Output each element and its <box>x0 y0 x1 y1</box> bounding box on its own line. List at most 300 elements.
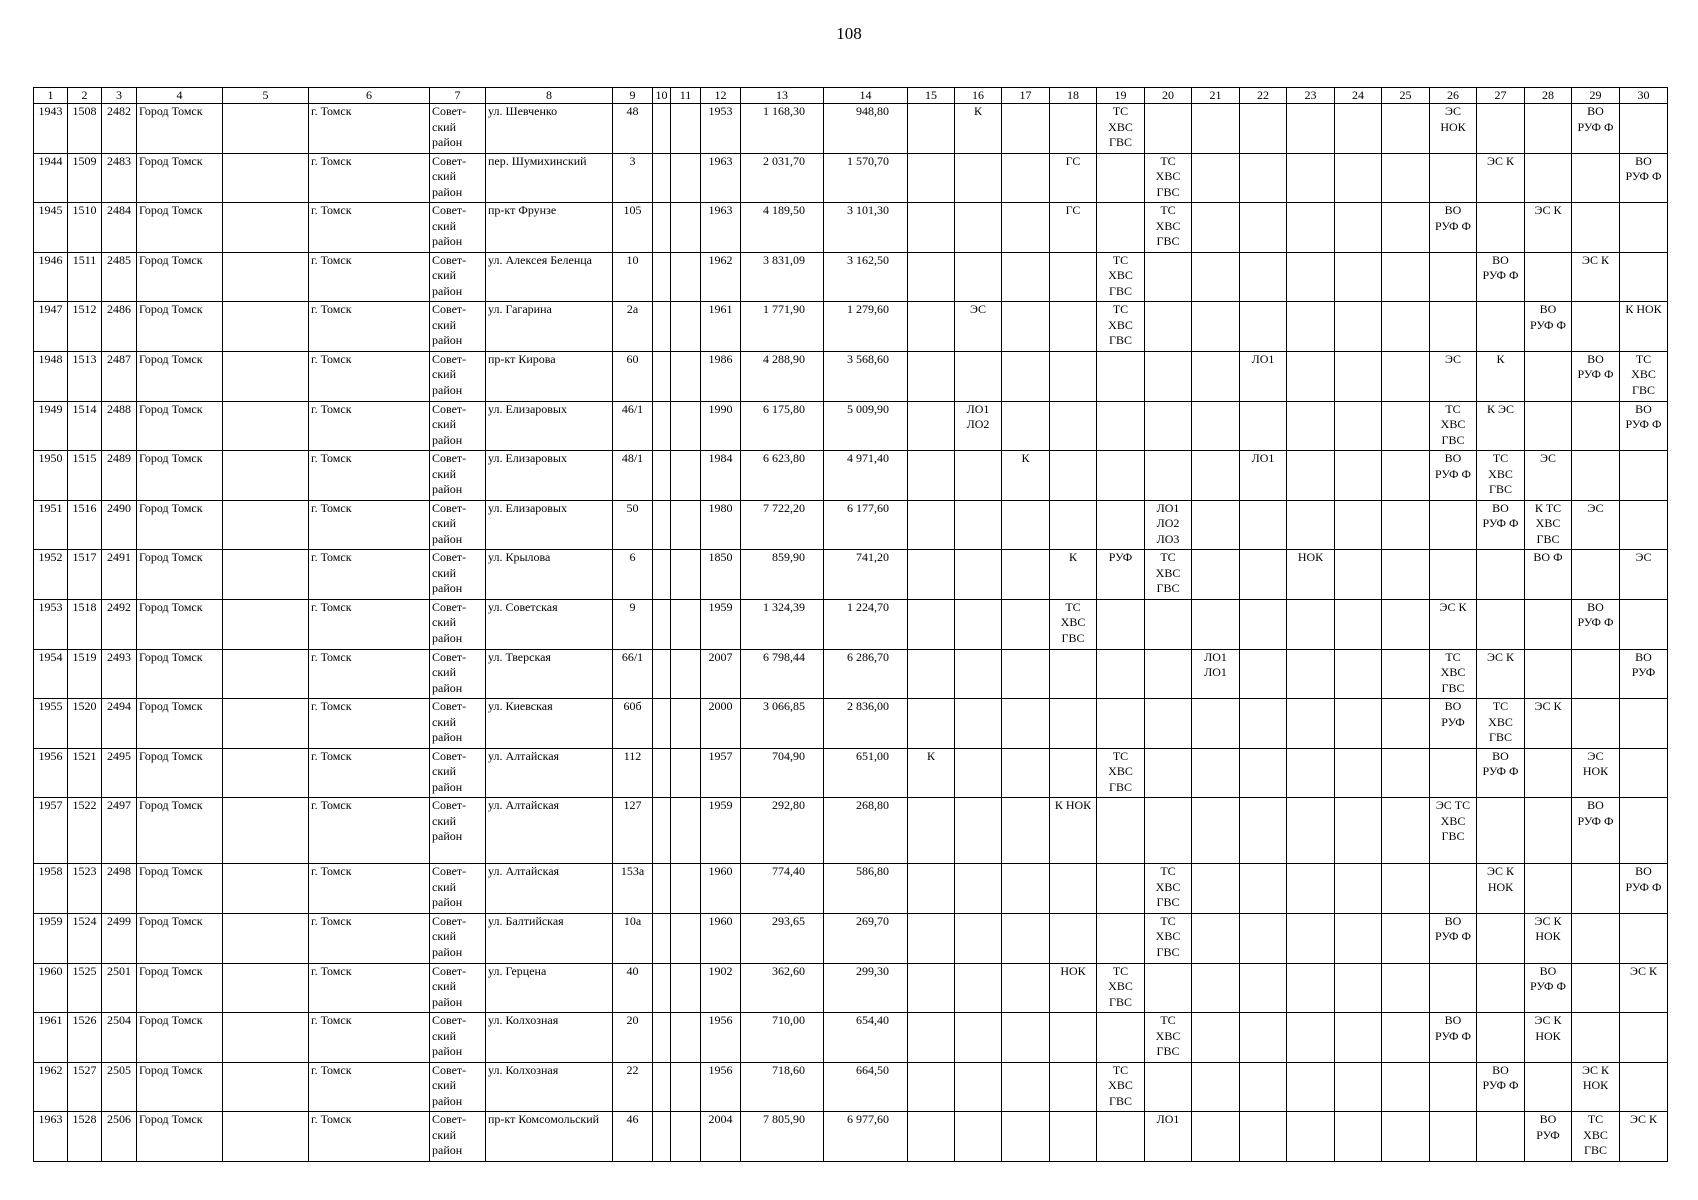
cell-col-9: 66/1 <box>613 649 653 699</box>
cell-col-18 <box>1050 913 1097 963</box>
cell-col-7: Совет- ский район <box>430 699 486 749</box>
cell-col-11 <box>671 1112 701 1162</box>
cell-col-13: 774,40 <box>741 864 824 914</box>
cell-col-1: 1947 <box>34 302 68 352</box>
cell-col-11 <box>671 500 701 550</box>
cell-col-5 <box>223 1062 309 1112</box>
cell-col-4: Город Томск <box>137 104 223 154</box>
cell-col-27 <box>1477 913 1525 963</box>
cell-col-29 <box>1572 203 1620 253</box>
cell-col-22 <box>1240 699 1287 749</box>
cell-col-23 <box>1287 203 1335 253</box>
cell-col-13: 1 771,90 <box>741 302 824 352</box>
cell-col-26: ТС ХВС ГВС <box>1430 649 1477 699</box>
cell-col-27: ТС ХВС ГВС <box>1477 451 1525 501</box>
cell-col-25 <box>1382 451 1430 501</box>
cell-col-22 <box>1240 1013 1287 1063</box>
cell-col-15 <box>908 1062 955 1112</box>
cell-col-6: г. Томск <box>309 913 430 963</box>
cell-col-6: г. Томск <box>309 963 430 1013</box>
cell-col-5 <box>223 1013 309 1063</box>
cell-col-24 <box>1335 913 1382 963</box>
cell-col-20: ТС ХВС ГВС <box>1145 1013 1192 1063</box>
cell-col-21 <box>1192 104 1240 154</box>
cell-col-23 <box>1287 451 1335 501</box>
cell-col-7: Совет- ский район <box>430 401 486 451</box>
cell-col-1: 1952 <box>34 550 68 600</box>
cell-col-1: 1944 <box>34 153 68 203</box>
cell-col-15 <box>908 500 955 550</box>
cell-col-10 <box>653 1013 671 1063</box>
cell-col-7: Совет- ский район <box>430 1062 486 1112</box>
cell-col-18 <box>1050 1062 1097 1112</box>
cell-col-13: 6 798,44 <box>741 649 824 699</box>
cell-col-14: 948,80 <box>824 104 908 154</box>
cell-col-16 <box>955 1062 1002 1112</box>
cell-col-1: 1948 <box>34 351 68 401</box>
cell-col-4: Город Томск <box>137 963 223 1013</box>
cell-col-15 <box>908 649 955 699</box>
cell-col-30 <box>1620 748 1668 798</box>
cell-col-29 <box>1572 550 1620 600</box>
cell-col-7: Совет- ский район <box>430 748 486 798</box>
cell-col-1: 1951 <box>34 500 68 550</box>
cell-col-30: ЭС К <box>1620 1112 1668 1162</box>
column-header-12: 12 <box>701 88 741 104</box>
cell-col-13: 710,00 <box>741 1013 824 1063</box>
cell-col-14: 299,30 <box>824 963 908 1013</box>
cell-col-13: 4 288,90 <box>741 351 824 401</box>
cell-col-11 <box>671 252 701 302</box>
cell-col-3: 2506 <box>102 1112 137 1162</box>
column-header-16: 16 <box>955 88 1002 104</box>
cell-col-8: ул. Елизаровых <box>486 451 613 501</box>
cell-col-13: 1 168,30 <box>741 104 824 154</box>
cell-col-1: 1946 <box>34 252 68 302</box>
column-header-2: 2 <box>68 88 102 104</box>
cell-col-8: ул. Гагарина <box>486 302 613 352</box>
cell-col-18 <box>1050 104 1097 154</box>
cell-col-24 <box>1335 302 1382 352</box>
cell-col-9: 2а <box>613 302 653 352</box>
cell-col-13: 718,60 <box>741 1062 824 1112</box>
cell-col-7: Совет- ский район <box>430 351 486 401</box>
column-header-26: 26 <box>1430 88 1477 104</box>
cell-col-21 <box>1192 748 1240 798</box>
cell-col-24 <box>1335 351 1382 401</box>
cell-col-27: ТС ХВС ГВС <box>1477 699 1525 749</box>
column-header-13: 13 <box>741 88 824 104</box>
cell-col-28: ЭС К <box>1525 699 1572 749</box>
cell-col-16 <box>955 1013 1002 1063</box>
cell-col-29 <box>1572 302 1620 352</box>
cell-col-29: ТС ХВС ГВС <box>1572 1112 1620 1162</box>
cell-col-10 <box>653 351 671 401</box>
cell-col-25 <box>1382 798 1430 864</box>
cell-col-20 <box>1145 1062 1192 1112</box>
cell-col-10 <box>653 1062 671 1112</box>
cell-col-23 <box>1287 748 1335 798</box>
cell-col-10 <box>653 748 671 798</box>
cell-col-6: г. Томск <box>309 798 430 864</box>
table-row <box>34 798 1668 864</box>
cell-col-2: 1519 <box>68 649 102 699</box>
cell-col-20: ЛО1 <box>1145 1112 1192 1162</box>
cell-col-19 <box>1097 599 1145 649</box>
cell-col-3: 2487 <box>102 351 137 401</box>
cell-col-30: ВО РУФ Ф <box>1620 153 1668 203</box>
cell-col-12: 1953 <box>701 104 741 154</box>
cell-col-20 <box>1145 401 1192 451</box>
cell-col-29: ЭС К НОК <box>1572 1062 1620 1112</box>
cell-col-22 <box>1240 748 1287 798</box>
cell-col-17 <box>1002 963 1050 1013</box>
cell-col-1: 1961 <box>34 1013 68 1063</box>
cell-col-8: ул. Герцена <box>486 963 613 1013</box>
table-row <box>34 351 1668 401</box>
cell-col-28 <box>1525 748 1572 798</box>
cell-col-3: 2499 <box>102 913 137 963</box>
cell-col-22 <box>1240 913 1287 963</box>
cell-col-15 <box>908 153 955 203</box>
cell-col-18 <box>1050 401 1097 451</box>
cell-col-1: 1960 <box>34 963 68 1013</box>
cell-col-12: 1956 <box>701 1013 741 1063</box>
cell-col-15 <box>908 401 955 451</box>
cell-col-18: НОК <box>1050 963 1097 1013</box>
cell-col-21: ЛО1 ЛО1 <box>1192 649 1240 699</box>
cell-col-23: НОК <box>1287 550 1335 600</box>
cell-col-23 <box>1287 302 1335 352</box>
cell-col-26: ТС ХВС ГВС <box>1430 401 1477 451</box>
cell-col-3: 2485 <box>102 252 137 302</box>
cell-col-4: Город Томск <box>137 1013 223 1063</box>
cell-col-26: ВО РУФ Ф <box>1430 451 1477 501</box>
cell-col-17 <box>1002 351 1050 401</box>
cell-col-19: ТС ХВС ГВС <box>1097 748 1145 798</box>
cell-col-23 <box>1287 649 1335 699</box>
cell-col-30: ЭС <box>1620 550 1668 600</box>
cell-col-6: г. Томск <box>309 252 430 302</box>
cell-col-12: 2007 <box>701 649 741 699</box>
table-row <box>34 500 1668 550</box>
cell-col-16 <box>955 963 1002 1013</box>
cell-col-25 <box>1382 1013 1430 1063</box>
cell-col-7: Совет- ский район <box>430 153 486 203</box>
cell-col-20: ТС ХВС ГВС <box>1145 203 1192 253</box>
cell-col-14: 269,70 <box>824 913 908 963</box>
cell-col-14: 4 971,40 <box>824 451 908 501</box>
cell-col-27: ЭС К НОК <box>1477 864 1525 914</box>
cell-col-5 <box>223 599 309 649</box>
cell-col-9: 105 <box>613 203 653 253</box>
cell-col-12: 1984 <box>701 451 741 501</box>
cell-col-2: 1514 <box>68 401 102 451</box>
cell-col-25 <box>1382 599 1430 649</box>
cell-col-7: Совет- ский район <box>430 252 486 302</box>
cell-col-4: Город Томск <box>137 302 223 352</box>
cell-col-6: г. Томск <box>309 1013 430 1063</box>
cell-col-19 <box>1097 1112 1145 1162</box>
cell-col-15: К <box>908 748 955 798</box>
cell-col-9: 46/1 <box>613 401 653 451</box>
cell-col-21 <box>1192 401 1240 451</box>
cell-col-20 <box>1145 798 1192 864</box>
cell-col-26: ЭС <box>1430 351 1477 401</box>
cell-col-30 <box>1620 1013 1668 1063</box>
cell-col-20 <box>1145 649 1192 699</box>
cell-col-13: 2 031,70 <box>741 153 824 203</box>
cell-col-30: ЭС К <box>1620 963 1668 1013</box>
cell-col-21 <box>1192 550 1240 600</box>
cell-col-4: Город Томск <box>137 748 223 798</box>
cell-col-4: Город Томск <box>137 864 223 914</box>
table-row <box>34 748 1668 798</box>
cell-col-29 <box>1572 153 1620 203</box>
cell-col-13: 859,90 <box>741 550 824 600</box>
cell-col-11 <box>671 1062 701 1112</box>
cell-col-5 <box>223 203 309 253</box>
cell-col-9: 112 <box>613 748 653 798</box>
cell-col-3: 2497 <box>102 798 137 864</box>
cell-col-15 <box>908 699 955 749</box>
cell-col-2: 1526 <box>68 1013 102 1063</box>
column-header-10: 10 <box>653 88 671 104</box>
cell-col-14: 268,80 <box>824 798 908 864</box>
cell-col-7: Совет- ский район <box>430 550 486 600</box>
cell-col-6: г. Томск <box>309 302 430 352</box>
cell-col-24 <box>1335 550 1382 600</box>
cell-col-8: пр-кт Фрунзе <box>486 203 613 253</box>
cell-col-23 <box>1287 599 1335 649</box>
column-header-15: 15 <box>908 88 955 104</box>
cell-col-20: ТС ХВС ГВС <box>1145 864 1192 914</box>
cell-col-19 <box>1097 351 1145 401</box>
column-header-14: 14 <box>824 88 908 104</box>
cell-col-5 <box>223 649 309 699</box>
cell-col-14: 741,20 <box>824 550 908 600</box>
cell-col-27: ЭС К <box>1477 153 1525 203</box>
cell-col-7: Совет- ский район <box>430 500 486 550</box>
cell-col-23 <box>1287 401 1335 451</box>
cell-col-4: Город Томск <box>137 153 223 203</box>
column-number-header <box>34 88 1668 104</box>
cell-col-10 <box>653 153 671 203</box>
cell-col-21 <box>1192 963 1240 1013</box>
cell-col-20 <box>1145 699 1192 749</box>
cell-col-26 <box>1430 1112 1477 1162</box>
table-body <box>34 104 1668 1162</box>
cell-col-26: ВО РУФ Ф <box>1430 1013 1477 1063</box>
cell-col-4: Город Томск <box>137 550 223 600</box>
cell-col-29 <box>1572 451 1620 501</box>
cell-col-10 <box>653 798 671 864</box>
cell-col-22 <box>1240 500 1287 550</box>
cell-col-4: Город Томск <box>137 699 223 749</box>
cell-col-2: 1524 <box>68 913 102 963</box>
cell-col-12: 2004 <box>701 1112 741 1162</box>
cell-col-16: ЭС <box>955 302 1002 352</box>
cell-col-17 <box>1002 913 1050 963</box>
cell-col-16 <box>955 748 1002 798</box>
cell-col-27 <box>1477 963 1525 1013</box>
cell-col-12: 1957 <box>701 748 741 798</box>
cell-col-14: 1 279,60 <box>824 302 908 352</box>
cell-col-23 <box>1287 1013 1335 1063</box>
cell-col-8: пр-кт Комсомольский <box>486 1112 613 1162</box>
cell-col-17 <box>1002 153 1050 203</box>
cell-col-7: Совет- ский район <box>430 798 486 864</box>
cell-col-6: г. Томск <box>309 203 430 253</box>
cell-col-8: ул. Алтайская <box>486 798 613 864</box>
cell-col-11 <box>671 798 701 864</box>
cell-col-9: 48 <box>613 104 653 154</box>
cell-col-5 <box>223 351 309 401</box>
cell-col-20 <box>1145 302 1192 352</box>
cell-col-22 <box>1240 798 1287 864</box>
cell-col-26 <box>1430 153 1477 203</box>
cell-col-30 <box>1620 500 1668 550</box>
cell-col-16 <box>955 798 1002 864</box>
cell-col-20: ЛО1 ЛО2 ЛО3 <box>1145 500 1192 550</box>
cell-col-13: 6 623,80 <box>741 451 824 501</box>
cell-col-24 <box>1335 1013 1382 1063</box>
cell-col-23 <box>1287 500 1335 550</box>
cell-col-1: 1955 <box>34 699 68 749</box>
cell-col-26 <box>1430 748 1477 798</box>
cell-col-8: ул. Шевченко <box>486 104 613 154</box>
cell-col-14: 651,00 <box>824 748 908 798</box>
cell-col-17 <box>1002 401 1050 451</box>
cell-col-18 <box>1050 699 1097 749</box>
cell-col-5 <box>223 798 309 864</box>
cell-col-8: ул. Киевская <box>486 699 613 749</box>
column-header-22: 22 <box>1240 88 1287 104</box>
cell-col-26 <box>1430 1062 1477 1112</box>
cell-col-17 <box>1002 599 1050 649</box>
cell-col-17 <box>1002 550 1050 600</box>
cell-col-26: ЭС К <box>1430 599 1477 649</box>
cell-col-24 <box>1335 252 1382 302</box>
cell-col-11 <box>671 699 701 749</box>
cell-col-5 <box>223 913 309 963</box>
cell-col-27 <box>1477 203 1525 253</box>
cell-col-21 <box>1192 252 1240 302</box>
cell-col-23 <box>1287 351 1335 401</box>
cell-col-25 <box>1382 302 1430 352</box>
table-row <box>34 963 1668 1013</box>
table-row <box>34 599 1668 649</box>
cell-col-24 <box>1335 649 1382 699</box>
cell-col-3: 2484 <box>102 203 137 253</box>
cell-col-2: 1517 <box>68 550 102 600</box>
cell-col-3: 2504 <box>102 1013 137 1063</box>
cell-col-25 <box>1382 153 1430 203</box>
cell-col-19: ТС ХВС ГВС <box>1097 302 1145 352</box>
cell-col-12: 1960 <box>701 864 741 914</box>
cell-col-2: 1527 <box>68 1062 102 1112</box>
cell-col-23 <box>1287 1062 1335 1112</box>
cell-col-13: 7 805,90 <box>741 1112 824 1162</box>
cell-col-22 <box>1240 649 1287 699</box>
cell-col-12: 1963 <box>701 203 741 253</box>
cell-col-14: 6 977,60 <box>824 1112 908 1162</box>
cell-col-24 <box>1335 451 1382 501</box>
cell-col-11 <box>671 649 701 699</box>
cell-col-3: 2490 <box>102 500 137 550</box>
cell-col-22 <box>1240 401 1287 451</box>
cell-col-14: 1 224,70 <box>824 599 908 649</box>
cell-col-19 <box>1097 798 1145 864</box>
cell-col-17 <box>1002 1013 1050 1063</box>
cell-col-15 <box>908 451 955 501</box>
cell-col-28: К ТС ХВС ГВС <box>1525 500 1572 550</box>
cell-col-29: ВО РУФ Ф <box>1572 104 1620 154</box>
cell-col-14: 6 177,60 <box>824 500 908 550</box>
cell-col-30 <box>1620 104 1668 154</box>
cell-col-17 <box>1002 203 1050 253</box>
cell-col-30 <box>1620 913 1668 963</box>
cell-col-16 <box>955 451 1002 501</box>
cell-col-24 <box>1335 599 1382 649</box>
cell-col-10 <box>653 699 671 749</box>
cell-col-18: ГС <box>1050 153 1097 203</box>
cell-col-23 <box>1287 864 1335 914</box>
cell-col-8: ул. Колхозная <box>486 1062 613 1112</box>
cell-col-10 <box>653 302 671 352</box>
cell-col-11 <box>671 864 701 914</box>
cell-col-3: 2494 <box>102 699 137 749</box>
cell-col-4: Город Томск <box>137 351 223 401</box>
cell-col-26: ВО РУФ Ф <box>1430 203 1477 253</box>
cell-col-8: ул. Алтайская <box>486 864 613 914</box>
cell-col-8: пер. Шумихинский <box>486 153 613 203</box>
cell-col-21 <box>1192 798 1240 864</box>
cell-col-17 <box>1002 1062 1050 1112</box>
cell-col-15 <box>908 1112 955 1162</box>
cell-col-22 <box>1240 153 1287 203</box>
cell-col-4: Город Томск <box>137 913 223 963</box>
cell-col-2: 1516 <box>68 500 102 550</box>
cell-col-6: г. Томск <box>309 104 430 154</box>
page-number: 108 <box>836 24 862 43</box>
table-row <box>34 649 1668 699</box>
cell-col-21 <box>1192 500 1240 550</box>
cell-col-29: ВО РУФ Ф <box>1572 351 1620 401</box>
cell-col-17 <box>1002 649 1050 699</box>
cell-col-22 <box>1240 1112 1287 1162</box>
cell-col-30: ВО РУФ Ф <box>1620 401 1668 451</box>
cell-col-29: ЭС <box>1572 500 1620 550</box>
cell-col-3: 2486 <box>102 302 137 352</box>
cell-col-22: ЛО1 <box>1240 351 1287 401</box>
cell-col-5 <box>223 451 309 501</box>
cell-col-27: ВО РУФ Ф <box>1477 500 1525 550</box>
cell-col-2: 1508 <box>68 104 102 154</box>
table-row <box>34 252 1668 302</box>
cell-col-25 <box>1382 1112 1430 1162</box>
cell-col-18 <box>1050 748 1097 798</box>
cell-col-6: г. Томск <box>309 550 430 600</box>
cell-col-24 <box>1335 748 1382 798</box>
cell-col-5 <box>223 699 309 749</box>
cell-col-25 <box>1382 203 1430 253</box>
cell-col-29 <box>1572 699 1620 749</box>
cell-col-21 <box>1192 302 1240 352</box>
cell-col-12: 1956 <box>701 1062 741 1112</box>
cell-col-13: 3 066,85 <box>741 699 824 749</box>
cell-col-16 <box>955 203 1002 253</box>
